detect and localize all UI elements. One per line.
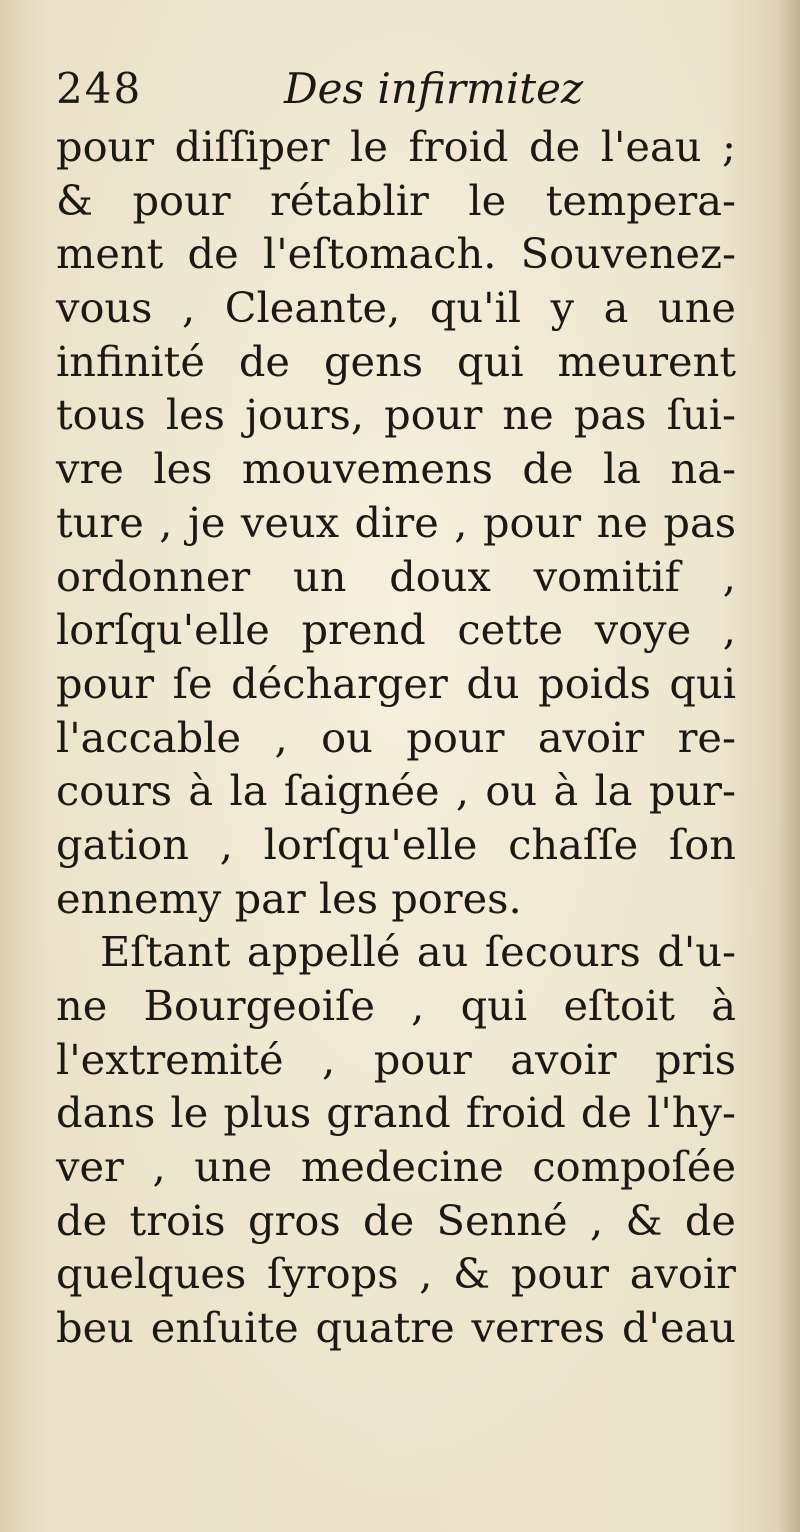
running-head: [56, 64, 680, 114]
text-line: dans le plus grand froid de l'hy-: [56, 1088, 736, 1138]
text-line: ennemy par les pores.: [56, 873, 522, 923]
text-line: vre les mouvemens de la na-: [56, 444, 736, 494]
paragraph-2: [56, 925, 736, 1355]
text-line: ver , une medecine compoſée: [56, 1142, 736, 1192]
body-text: [56, 120, 736, 1355]
text-line: de trois gros de Senné , & de: [56, 1195, 736, 1245]
text-line: & pour rétablir le tempera-: [56, 175, 736, 225]
text-line: Eſtant appellé au ſecours d'u-: [100, 927, 736, 977]
text-line: cours à la ſaignée , ou à la pur-: [56, 766, 736, 816]
page-number: 248: [56, 64, 143, 113]
text-line: pour ſe décharger du poids qui: [56, 658, 736, 708]
text-line: infinité de gens qui meurent: [56, 336, 736, 386]
text-line: vous , Cleante, qu'il y a une: [56, 283, 736, 333]
text-line: gation , lorſqu'elle chaſſe ſon: [56, 819, 736, 869]
text-line: l'accable , ou pour avoir re-: [56, 712, 736, 762]
text-line: ture , je veux dire , pour ne pas: [56, 497, 736, 547]
text-line: l'extremité , pour avoir pris: [56, 1034, 736, 1084]
text-line: tous les jours, pour ne pas ſui-: [56, 390, 736, 440]
text-line: ment de l'eſtomach. Souvenez-: [56, 229, 736, 279]
text-line: quelques ſyrops , & pour avoir: [56, 1249, 736, 1299]
text-line: pour diſſiper le froid de l'eau ;: [56, 122, 736, 171]
text-line: ordonner un doux vomitif ,: [56, 551, 736, 601]
running-head-title: Des infirmitez: [284, 64, 584, 113]
paragraph-1: [56, 120, 736, 925]
text-line: beu enſuite quatre verres d'eau: [56, 1303, 736, 1353]
text-line: ne Bourgeoiſe , qui eſtoit à: [56, 981, 736, 1030]
text-line: lorſqu'elle prend cette voye ,: [56, 605, 736, 655]
